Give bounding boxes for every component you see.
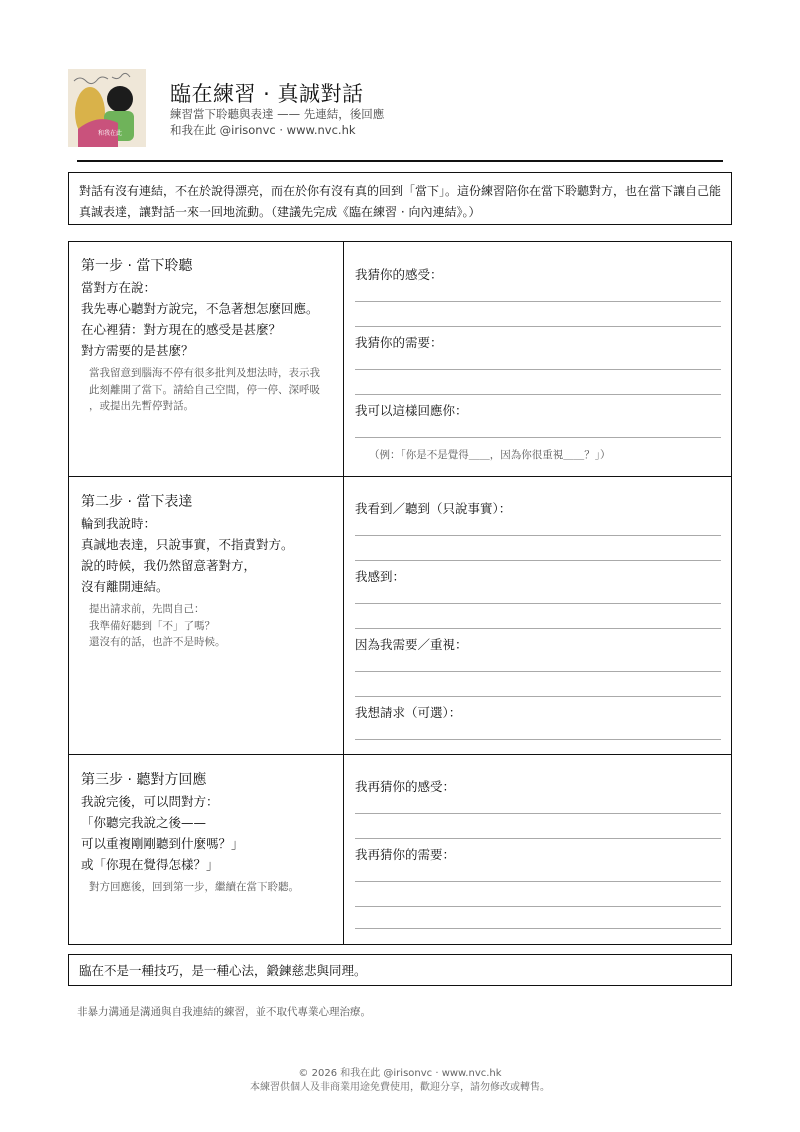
page-subtitle: 練習當下聆聽與表達 —— 先連結，後回應	[170, 107, 385, 121]
step-1-note: 當我留意到腦海不停有很多批判及想法時，表示我 此刻離開了當下。請給自己空間，停一停、深呼吸 ，或提出先暫停對話。	[89, 367, 320, 412]
disclaimer: 非暴力溝通是溝通與自我連結的練習，並不取代專業心理治療。	[77, 1006, 371, 1018]
footer-copyright: © 2026 和我在此 @irisonvc · www.nvc.hk	[298, 1068, 502, 1079]
byline: 和我在此 @irisonvc · www.nvc.hk	[170, 123, 356, 137]
reguess-feelings-field[interactable]: 我再猜你的感受：	[355, 777, 721, 795]
step-2-title: 第二步 · 當下表達	[81, 494, 193, 510]
step-2-line: 真誠地表達，只說事實，不指責對方。	[81, 537, 294, 552]
step-2-instructions	[81, 491, 336, 651]
step-3-instructions	[81, 769, 336, 896]
logo-illustration-icon	[68, 69, 146, 147]
step-3-line: 或「你現在覺得怎樣？」	[81, 857, 219, 872]
footer-license: 本練習供個人及非商業用途免費使用，歡迎分享，請勿修改或轉售。	[250, 1082, 550, 1093]
row-divider	[69, 754, 731, 755]
step-1-line: 當對方在說：	[81, 280, 157, 295]
feeling-field[interactable]: 我感到：	[355, 567, 721, 585]
step-2-line: 沒有離開連結。	[81, 579, 169, 594]
step-1-line: 我先專心聽對方說完，不急著想怎麼回應。	[81, 301, 319, 316]
page-title: 臨在練習 · 真誠對話	[170, 82, 364, 106]
step-3-line: 我說完後，可以問對方：	[81, 794, 219, 809]
step-1-line: 在心裡猜：對方現在的感受是甚麼？	[81, 322, 282, 337]
reguess-needs-field[interactable]: 我再猜你的需要：	[355, 845, 721, 863]
step-3-title: 第三步 · 聽對方回應	[81, 772, 207, 788]
guess-feelings-field[interactable]: 我猜你的感受：	[355, 265, 721, 283]
step-1-title: 第一步 · 當下聆聽	[81, 258, 193, 274]
step-2-line: 說的時候，我仍然留意著對方，	[81, 558, 257, 573]
step-2-note: 提出請求前，先問自己： 我準備好聽到「不」了嗎？ 還沒有的話，也許不是時候。	[89, 603, 226, 648]
response-field[interactable]: 我可以這樣回應你：	[355, 401, 721, 419]
step-2-line: 輪到我說時：	[81, 516, 157, 531]
response-example: （例：「你是不是覺得＿＿，因為你很重視＿＿？」）	[369, 449, 611, 461]
exercise-grid	[68, 241, 732, 945]
observation-field[interactable]: 我看到／聽到（只說事實）：	[355, 499, 721, 517]
step-3-note: 對方回應後，回到第一步，繼續在當下聆聽。	[89, 881, 299, 893]
request-field[interactable]: 我想請求（可選）：	[355, 703, 721, 721]
closing-box: 臨在不是一種技巧，是一種心法，鍛鍊慈悲與同理。	[68, 954, 732, 986]
column-divider	[343, 242, 344, 944]
step-3-line: 「你聽完我說之後——	[81, 815, 207, 830]
need-field[interactable]: 因為我需要／重視：	[355, 635, 721, 653]
header-divider	[77, 160, 723, 162]
step-1-line: 對方需要的是甚麼？	[81, 343, 194, 358]
svg-text:和我在此: 和我在此	[98, 130, 123, 137]
step-3-line: 可以重複剛剛聽到什麼嗎？」	[81, 836, 244, 851]
intro-box: 對話有沒有連結，不在於說得漂亮，而在於你有沒有真的回到「當下」。這份練習陪你在當下聆聽對方，也在當下讓自己能真誠表達，讓對話一來一回地流動。（建議先完成《臨在練習 · 向內連結》。）	[68, 172, 732, 225]
step-1-instructions	[81, 255, 336, 415]
row-divider	[69, 476, 731, 477]
guess-needs-field[interactable]: 我猜你的需要：	[355, 333, 721, 351]
